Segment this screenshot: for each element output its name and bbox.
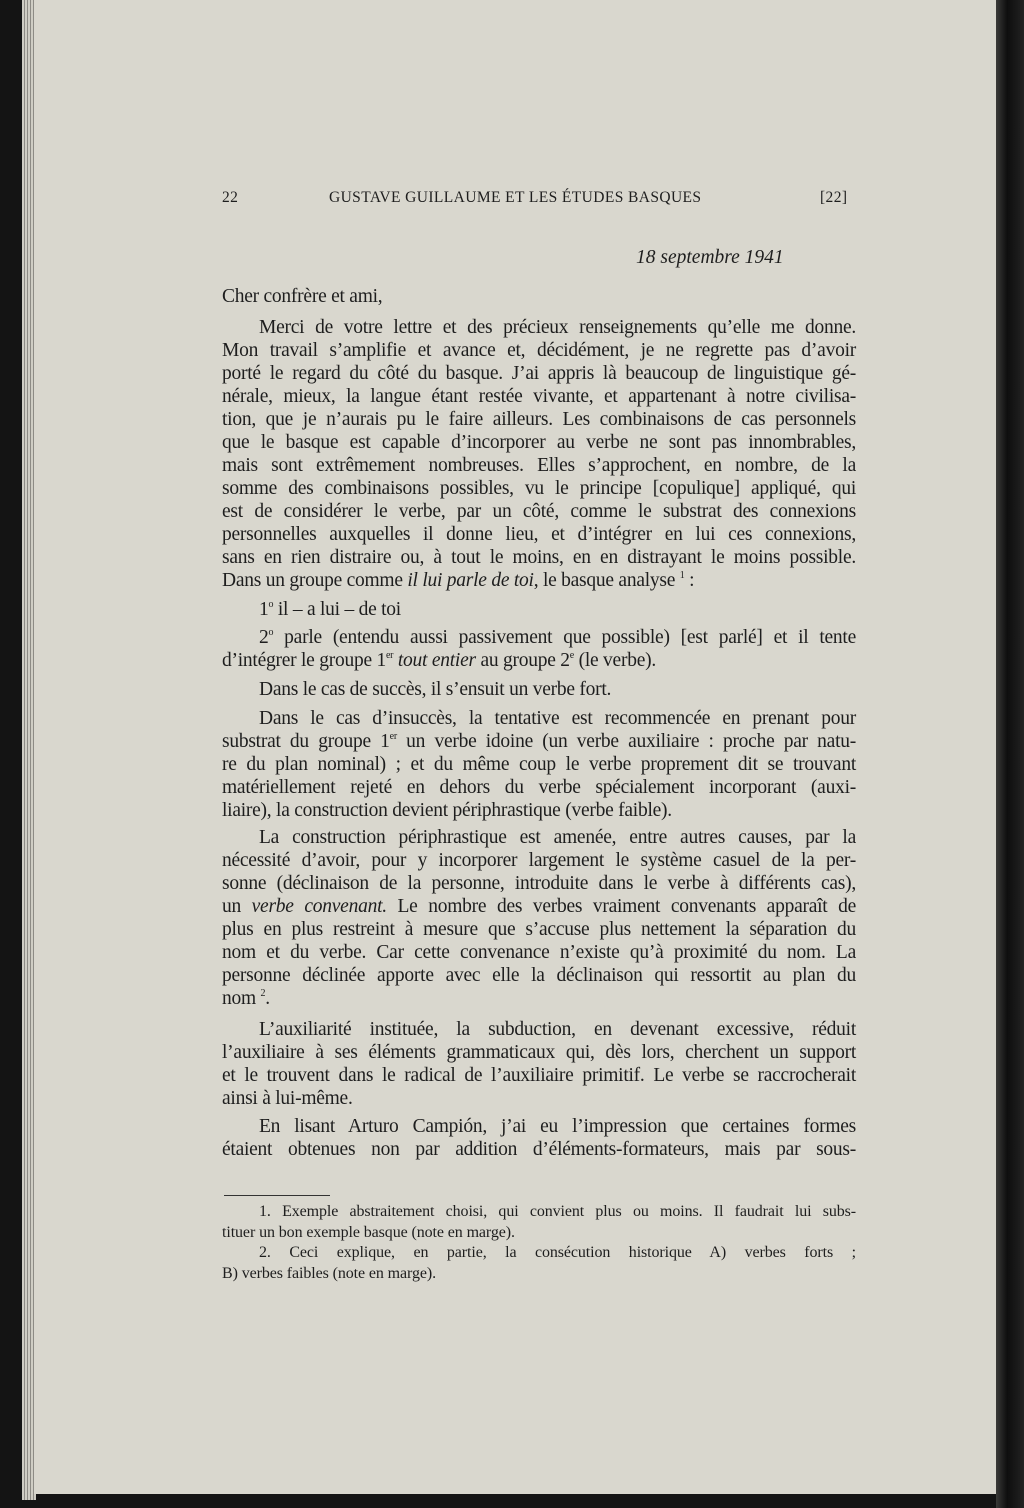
page-number: 22 (222, 189, 239, 206)
text-run: (le verbe). (573, 650, 656, 671)
text-run: 2 (259, 627, 269, 648)
letter-line (222, 477, 856, 500)
text-run: et le trouvent dans le radical de l’auxiliaire primitif. Le verbe se raccrocherait (222, 1065, 856, 1086)
text-run: Mon travail s’amplifie et avance et, décidément, je ne regrette pas d’avoir (222, 340, 856, 361)
text-run: Dans un groupe comme (222, 570, 408, 591)
letter-line (222, 598, 856, 621)
letter-line (222, 1087, 856, 1110)
text-run: il – a lui – de toi (273, 599, 401, 620)
letter-line (222, 941, 856, 964)
letter-line (222, 569, 856, 592)
letter-line (222, 546, 856, 569)
letter-line (222, 753, 856, 776)
text-run: nom et du verbe. Car cette convenance n’existe qu’à proximité du nom. La (222, 942, 856, 963)
letter-paragraph (222, 678, 856, 701)
text-run: liaire), la construction devient périphrastique (verbe faible). (222, 800, 672, 821)
letter-line (222, 385, 856, 408)
letter-line (222, 500, 856, 523)
text-run: porté le regard du côté du basque. J’ai appris là beaucoup de linguistique gé- (222, 363, 856, 384)
letter-line (222, 799, 856, 822)
superscript: 1 (679, 570, 685, 581)
text-run: . (265, 988, 270, 1009)
letter-paragraph (222, 626, 856, 672)
running-title: GUSTAVE GUILLAUME ET LES ÉTUDES BASQUES (329, 189, 702, 206)
text-run: un (222, 896, 252, 917)
text-run: est de considérer le verbe, par un côté, comme le substrat des connexions (222, 501, 856, 522)
text-run: parle (entendu aussi passivement que possible) [est parlé] et il tente (273, 627, 856, 648)
superscript: o (268, 599, 274, 610)
letter-line (222, 1018, 856, 1041)
text-run: personnelles auxquelles il donne lieu, et d’intégrer en lui ces connexions, (222, 524, 856, 545)
text-run: 1 (259, 599, 269, 620)
italic-text: verbe convenant. (251, 896, 387, 917)
text-run: Dans le cas de succès, il s’ensuit un verbe fort. (259, 679, 612, 700)
letter-line (222, 454, 856, 477)
letter-paragraph (222, 1018, 856, 1110)
italic-text: tout entier (397, 650, 476, 671)
text-run: substrat du groupe 1 (222, 731, 390, 752)
text-run: Le nombre des verbes vraiment convenants apparaît de (386, 896, 857, 917)
superscript: e (569, 650, 574, 661)
letter-paragraph (222, 598, 856, 621)
letter-line (222, 1115, 856, 1138)
superscript: 2 (260, 988, 266, 999)
footnote-rule (224, 1195, 330, 1196)
superscript: o (268, 627, 274, 638)
text-run: nérale, mieux, la langue étant restée vivante, et appartenant à notre civilisa- (222, 386, 856, 407)
footnote-line (222, 1242, 856, 1263)
letter-line (222, 362, 856, 385)
footnote-paragraph (222, 1242, 856, 1284)
letter-line (222, 1064, 856, 1087)
letter-line (222, 872, 856, 895)
letter-line (222, 1138, 856, 1161)
italic-text: il lui parle de toi (407, 570, 534, 591)
footnote-paragraph (222, 1201, 856, 1243)
letter-line (222, 285, 856, 308)
text-run: un verbe idoine (un verbe auxiliaire : proche par natu- (396, 731, 856, 752)
letter-paragraph (222, 707, 856, 822)
superscript: er (385, 650, 394, 661)
letter-line (222, 730, 856, 753)
text-run: nécessité d’avoir, pour y incorporer largement le système casuel de la per- (222, 850, 856, 871)
book-gutter (996, 0, 1024, 1508)
text-run: re du plan nominal) ; et du même coup le verbe proprement dit se trouvant (222, 754, 856, 775)
letter-line (222, 826, 856, 849)
letter-line (222, 316, 856, 339)
text-run: tituer un bon exemple basque (note en marge). (222, 1224, 515, 1241)
text-run: B) verbes faibles (note en marge). (222, 1265, 436, 1282)
letter-line (222, 678, 856, 701)
text-run: au groupe 2 (475, 650, 570, 671)
letter-line (222, 964, 856, 987)
footnote-line (222, 1222, 856, 1243)
text-run: Dans le cas d’insuccès, la tentative est recommencée en prenant pour (259, 708, 856, 729)
letter-line (222, 987, 856, 1010)
letter-paragraph (222, 316, 856, 592)
text-run: plus en plus restreint à mesure que s’accuse plus nettement la séparation du (222, 919, 856, 940)
footnote-line (222, 1263, 856, 1284)
text-run: nom (222, 988, 261, 1009)
letter-line (222, 849, 856, 872)
letter-paragraph (222, 1115, 856, 1161)
text-run: sans en rien distraire ou, à tout le moins, en en distrayant le moins possible. (222, 547, 856, 568)
text-run: d’intégrer le groupe 1 (222, 650, 386, 671)
text-run: étaient obtenues non par addition d’éléments-formateurs, mais par sous- (222, 1139, 856, 1160)
letter-line (222, 895, 856, 918)
text-run: Merci de votre lettre et des précieux renseignements qu’elle me donne. (259, 317, 856, 338)
letter-line (222, 408, 856, 431)
letter-paragraph (222, 285, 856, 308)
text-run: mais sont extrêmement nombreuses. Elles s’approchent, en nombre, de la (222, 455, 856, 476)
footnote-line (222, 1201, 856, 1222)
letter-line (222, 776, 856, 799)
text-run: : (684, 570, 695, 591)
letter-line (222, 431, 856, 454)
letter-line (222, 918, 856, 941)
text-run: tion, que je n’aurais pu le faire ailleurs. Les combinaisons de cas personnels (222, 409, 856, 430)
letter-line (222, 1041, 856, 1064)
text-run: 2. Ceci explique, en partie, la consécution historique A) verbes forts ; (259, 1244, 856, 1261)
text-run: En lisant Arturo Campión, j’ai eu l’impression que certaines formes (259, 1116, 856, 1137)
text-run: ainsi à lui-même. (222, 1088, 353, 1109)
text-run: L’auxiliarité instituée, la subduction, en devenant excessive, réduit (259, 1019, 856, 1040)
letter-line (222, 339, 856, 362)
letter-date: 18 septembre 1941 (636, 247, 784, 268)
text-run: La construction périphrastique est amenée, entre autres causes, par la (259, 827, 856, 848)
text-run: matériellement rejeté en dehors du verbe spécialement incorporant (auxi- (222, 777, 856, 798)
text-run: l’auxiliaire à ses éléments grammaticaux qui, dès lors, cherchent un support (222, 1042, 856, 1063)
text-run: Cher confrère et ami, (222, 286, 383, 307)
text-run: somme des combinaisons possibles, vu le principe [copulique] appliqué, qui (222, 478, 856, 499)
letter-line (222, 626, 856, 649)
bracket-page-number: [22] (820, 189, 848, 206)
text-run: personne déclinée apporte avec elle la déclinaison qui ressortit au plan du (222, 965, 856, 986)
text-run: 1. Exemple abstraitement choisi, qui convient plus ou moins. Il faudrait lui subs- (259, 1203, 856, 1220)
text-run: sonne (déclinaison de la personne, introduite dans le verbe à différents cas), (222, 873, 856, 894)
text-run: , le basque analyse (533, 570, 680, 591)
superscript: er (389, 731, 397, 742)
letter-line (222, 523, 856, 546)
letter-line (222, 649, 856, 672)
letter-line (222, 707, 856, 730)
letter-paragraph (222, 826, 856, 1010)
text-run: que le basque est capable d’incorporer au verbe ne sont pas innombrables, (222, 432, 856, 453)
